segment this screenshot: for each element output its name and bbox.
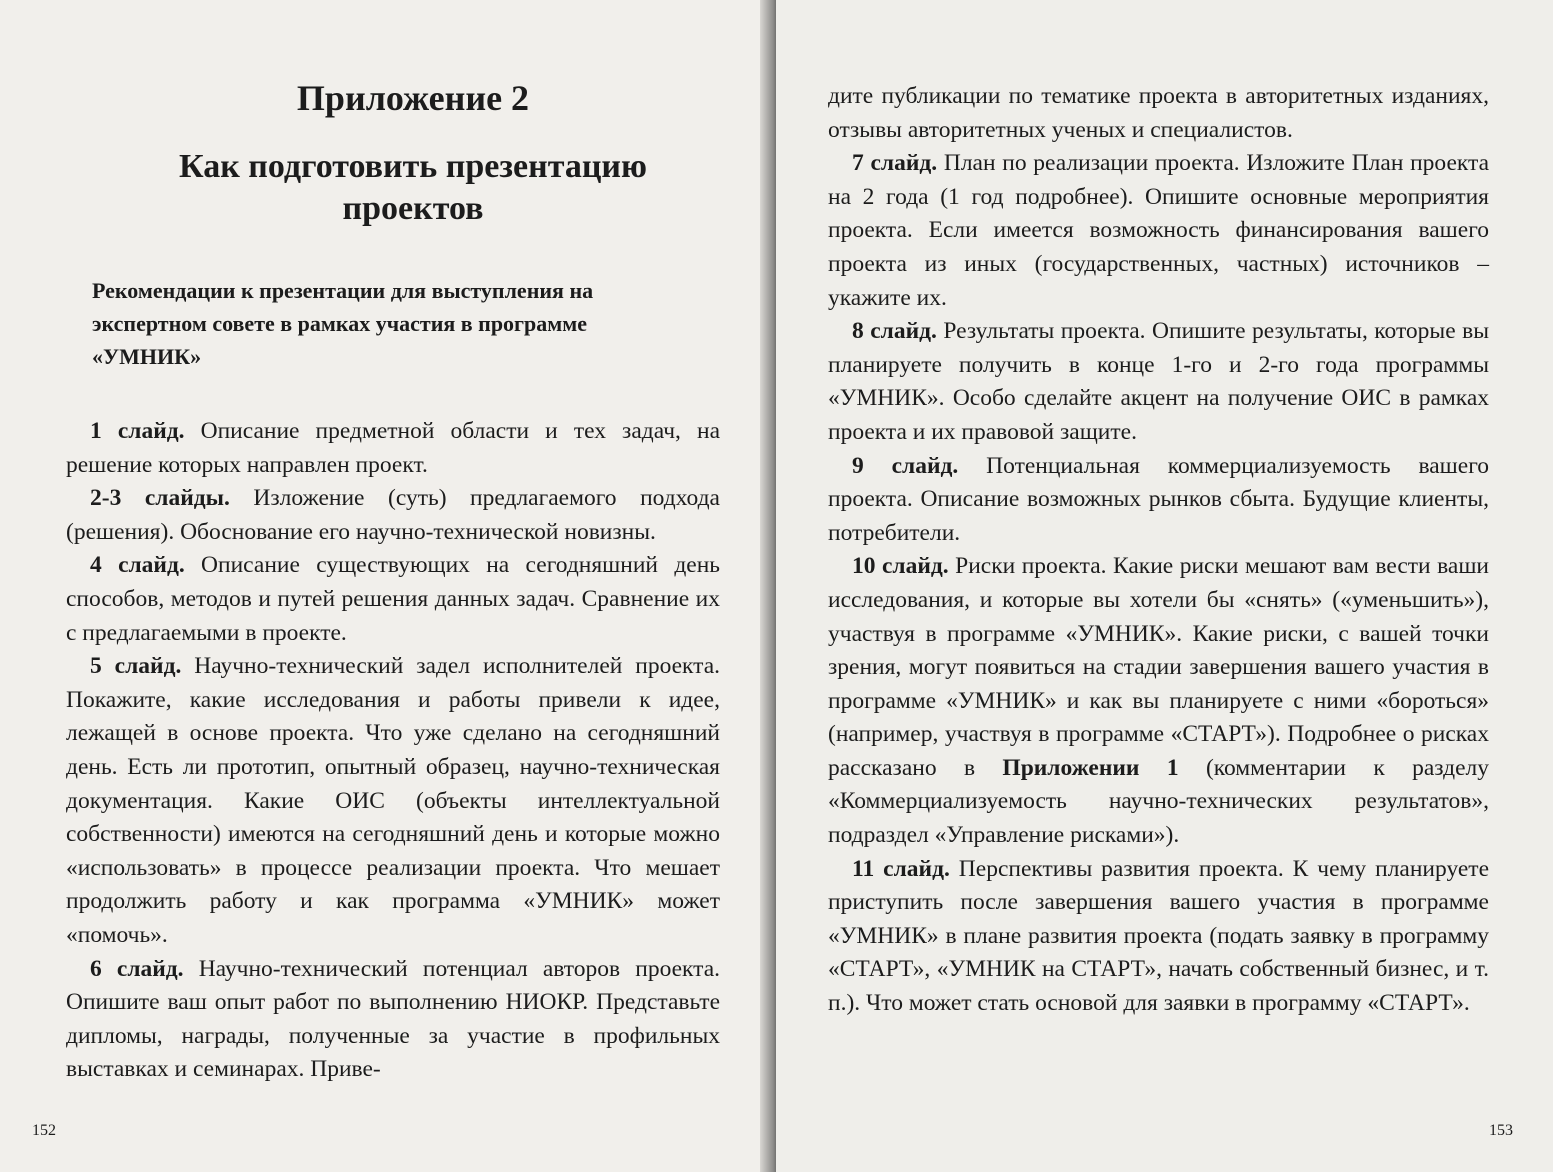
- slide-text: Описание предметной области и тех задач, на решение которых направлен проект.: [66, 418, 720, 478]
- paragraph-slide-5: [66, 650, 720, 952]
- paragraph-slide-8: [828, 315, 1489, 449]
- slide-text: Научно-технический задел исполнителей проекта. Покажите, какие исследования и работы привели к идее, лежащей в основе проекта. Что уже сделано на сегодняшний день. Есть ли прототип, опытный образец, научно-техническая документация. Какие ОИС (объекты интеллектуальной собственности) имеются на сегодняшний день и которые можно «использовать» в процессе реализации проекта. Что мешает продолжить работу и как программа «УМНИК» может «помочь».: [66, 653, 721, 948]
- paragraph-slide-10: [828, 550, 1489, 852]
- paragraph-slide-1: [66, 415, 720, 482]
- paragraph-slide-9: [828, 450, 1489, 551]
- right-page: [776, 0, 1553, 1172]
- slide-text: Описание существующих на сегодняшний день способов, методов и путей решения данных задач. Сравнение их с предлагаемыми в проекте.: [66, 552, 720, 646]
- slide-text: Потенциальная коммерциализуемость вашего проекта. Описание возможных рынков сбыта. Будущие клиенты, потребители.: [828, 452, 1490, 546]
- slide-lead: 6 слайд.: [90, 955, 184, 982]
- slide-text: Научно-технический потенциал авторов проекта. Опишите ваш опыт работ по выполнению НИОКР. Представьте дипломы, награды, полученные за участие в профильных выставках и семинарах. Приве-: [66, 955, 720, 1083]
- paragraph-slide-6: [66, 953, 720, 1087]
- slide-text: Изложение (суть) предлагаемого подхода (решения). Обоснование его научно-технической новизны.: [66, 485, 720, 545]
- paragraph-slide-2-3: [66, 482, 720, 549]
- paragraph-continuation: дите публикации по тематике проекта в авторитетных изданиях, отзывы авторитетных ученых и специалистов.: [828, 83, 1489, 143]
- paragraph-slide-4: [66, 549, 720, 650]
- slide-lead: 7 слайд.: [852, 150, 938, 177]
- slide-lead: 11 слайд.: [852, 855, 950, 882]
- section-subtitle: Как подготовить презентацию проектов: [179, 148, 647, 227]
- slide-lead: 1 слайд.: [90, 418, 185, 444]
- slide-text: Перспективы развития проекта. К чему планируете приступить после завершения вашего участия в программе «УМНИК» в плане развития проекта (подать заявку в программу «СТАРТ», «УМНИК на СТАРТ», начать собственный бизнес, и т. п.). Что может стать основой для заявки в программу «СТАРТ».: [828, 855, 1490, 1017]
- page-number: 153: [1489, 1122, 1513, 1139]
- left-page: [0, 0, 776, 1172]
- recommendation-heading: Рекомендации к презентации для выступления на экспертном совете в рамках участия в программе «УМНИК»: [92, 278, 594, 369]
- slide-lead: 8 слайд.: [852, 318, 937, 345]
- slide-text: План по реализации проекта. Изложите План проекта на 2 года (1 год подробнее). Опишите основные мероприятия проекта. Если имеется возможность финансирования вашего проекта из иных (государственных, частных) источников – укажите их.: [828, 150, 1489, 311]
- slide-lead: 9 слайд.: [852, 452, 959, 479]
- slide-text: Риски проекта. Какие риски мешают вам вести ваши исследования, и которые вы хотели бы «снять» («уменьшить»), участвуя в программе «УМНИК». Какие риски, с вашей точки зрения, могут появиться на стадии завершения вашего участия в программе «УМНИК» и как вы планируете с ними «бороться» (например, участвуя в программе «СТАРТ»). Подробнее о рисках рассказано в: [828, 553, 1490, 781]
- slide-text: Результаты проекта. Опишите результаты, которые вы планируете получить в конце 1-го и 2-го года программы «УМНИК». Особо сделайте акцент на получение ОИС в рамках проекта и их правовой защите.: [828, 318, 1489, 445]
- slide-text-tail: (комментарии к разделу «Коммерциализуемость научно-технических результатов», подраздел «Управление рисками»).: [828, 754, 1490, 849]
- appendix-reference: Приложении 1: [1002, 754, 1179, 781]
- slide-lead: 4 слайд.: [90, 552, 185, 579]
- appendix-title: Приложение 2: [296, 78, 530, 118]
- page-number: 152: [32, 1122, 56, 1139]
- paragraph-slide-7: [828, 147, 1489, 315]
- slide-lead: 2-3 слайды.: [90, 485, 230, 512]
- slide-lead: 5 слайд.: [90, 653, 182, 680]
- slide-lead: 10 слайд.: [852, 553, 949, 580]
- paragraph-slide-11: [828, 853, 1489, 1021]
